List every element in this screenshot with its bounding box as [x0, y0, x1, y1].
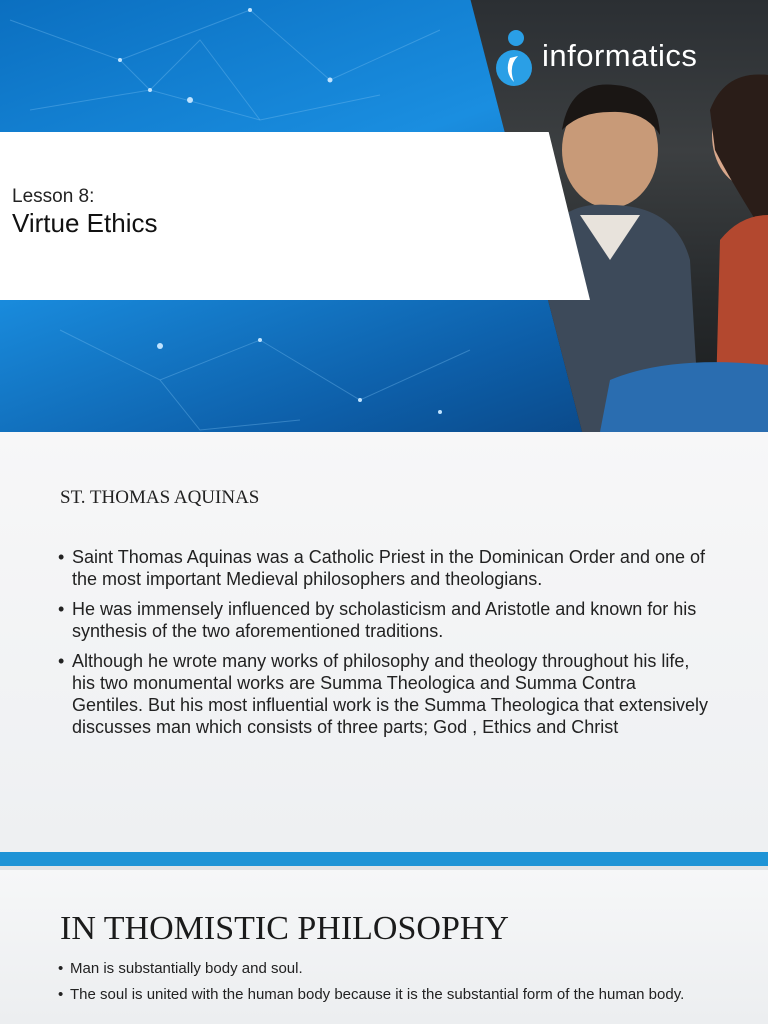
lesson-title: Virtue Ethics	[12, 208, 158, 238]
informatics-logo	[492, 28, 752, 88]
aquinas-slide	[0, 432, 768, 852]
list-item: • Man is substantially body and soul.	[58, 960, 718, 978]
bullet-list	[58, 546, 708, 746]
list-item: • Saint Thomas Aquinas was a Catholic Priest in the Dominican Order and one of the most important Medieval philosophers and theologians.	[58, 546, 708, 590]
title-slide	[0, 0, 768, 432]
bullet-list	[58, 960, 718, 1012]
thomistic-slide	[0, 870, 768, 1024]
informatics-logo-icon	[492, 28, 536, 88]
brand-name: informatics	[542, 38, 698, 73]
slide-heading: IN THOMISTIC PHILOSOPHY	[60, 910, 509, 947]
list-item: • He was immensely influenced by scholasticism and Aristotle and known for his synthesis of the two aforementioned traditions.	[58, 598, 708, 642]
list-item: • Although he wrote many works of philosophy and theology throughout his life, his two monumental works are Summa Theologica and Summa Contra Gentiles. But his most influential work is the Summa Theologica that extensively discusses man which consists of three parts; God , Ethics and Christ	[58, 650, 708, 738]
slide-divider	[0, 852, 768, 866]
lesson-label: Lesson 8:	[12, 186, 95, 207]
slide-heading: ST. THOMAS AQUINAS	[60, 487, 260, 508]
list-item: • The soul is united with the human body because it is the substantial form of the human body.	[58, 986, 718, 1004]
